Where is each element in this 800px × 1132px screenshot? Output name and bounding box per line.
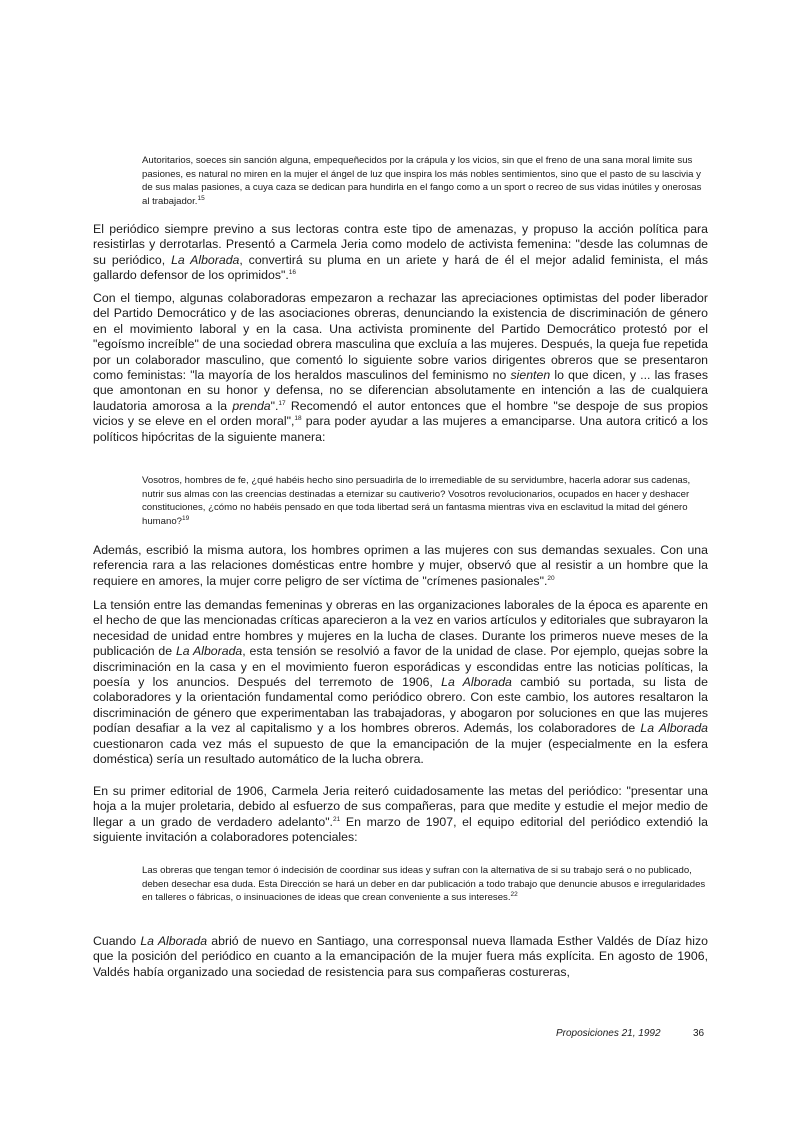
block-quote-1 bbox=[142, 154, 707, 208]
text-run: , convertirá su pluma en un ariete y hará de él el mejor adalid feminista, el más gallardo defensor de los oprimidos". bbox=[93, 252, 708, 283]
quote-text: Autoritarios, soeces sin sanción alguna, empequeñecidos por la crápula y los vicios, sin que el freno de una sana moral limite sus pasiones, es natural no miren en la mujer el ángel de luz que inspira los más nobles sentimientos, sino que el pasto de su lascivia y de sus malas pasiones, a cuya caza se dedican para hundirla en el fango como a un sport o recreo de sus vidas inútiles y onerosas al trabajador. bbox=[142, 155, 702, 207]
text-run: En su primer editorial de 1906, Carmela Jeria reiteró cuidadosamente las metas del periódico: "presentar una hoja a la mujer proletaria, debido al esfuerzo de sus compañeras, para que medite y estudie el mejor medio de llegar a un grado de verdadero adelanto". bbox=[93, 784, 708, 829]
paragraph-6 bbox=[93, 934, 708, 980]
paragraph-2 bbox=[93, 291, 708, 445]
footnote-ref: 17 bbox=[278, 399, 286, 407]
emphasis: prenda bbox=[232, 398, 271, 413]
page-number: 36 bbox=[693, 1028, 705, 1039]
periodical-title: La Alborada bbox=[640, 721, 708, 736]
paragraph-1 bbox=[93, 222, 708, 284]
text-run: Además, escribió la misma autora, los hombres oprimen a las mujeres con sus demandas sexuales. Con una referencia rara a las relaciones domésticas entre hombre y mujer, observó que al resistir a un hombre que la requiere en amores, la mujer corre peligro de ser víctima de "crímenes pasionales". bbox=[93, 543, 708, 588]
text-run: La tensión entre las demandas femeninas y obreras en las organizaciones laborales de la época es aparente en el hecho de que las mencionadas críticas aparecieron a la vez en varios artículos y editoriales que subrayaron la necesidad de unidad entre hombres y mujeres en la lucha de clases. Durante los primeros nueve meses de la publicación de bbox=[93, 598, 708, 659]
quote-text: Vosotros, hombres de fe, ¿qué habéis hecho sino persuadirla de lo irremediable de su servidumbre, hacerla adorar sus cadenas, nutrir sus almas con las creencias destinadas a eternizar su cautiverio? Vosotros revolucionarios, ocupados en hacer y deshacer constituciones, ¿cómo no habéis pensado en que toda libertad será un fantasma mientras viva en esclavitud la mitad del género humano? bbox=[142, 475, 691, 527]
footnote-ref: 20 bbox=[547, 574, 555, 582]
periodical-title: La Alborada bbox=[140, 934, 208, 948]
paragraph-5 bbox=[93, 784, 708, 846]
paragraph-3 bbox=[93, 543, 708, 589]
footnote-ref: 19 bbox=[182, 514, 190, 522]
block-quote-2 bbox=[142, 474, 707, 528]
text-run: Recomendó el autor entonces que el hombre "se despoje de sus propios vicios y se eleve en el orden moral", bbox=[93, 398, 708, 429]
paragraph-4 bbox=[93, 598, 708, 767]
text-run: , esta tensión se resolvió a favor de la unidad de clase. Por ejemplo, quejas sobre la discriminación en la casa y en el movimiento fueron esporádicas y escondidas entre las noticias políticas, la poesía y los anuncios. Después del terremoto de 1906, bbox=[93, 644, 709, 690]
text-run: lo que dicen, y ... las frases que amontonan en su honor y defensa, no se diferencian absolutamente en intención a las de cualquiera laudatoria amorosa a la bbox=[93, 368, 708, 413]
emphasis: sienten bbox=[510, 368, 551, 383]
text-run: Con el tiempo, algunas colaboradoras empezaron a rechazar las apreciaciones optimistas del poder liberador del Partido Democrático y de las asociaciones obreras, denunciando la existencia de discriminación de género en el movimiento laboral y en la casa. Una activista prominente del Partido Democrático protestó por el "egoísmo increíble" de una sociedad obrera masculina que excluía a las mujeres. Después, la queja fue repetida por un colaborador masculino, que comentó lo siguiente sobre varios dirigentes obreros que se presentaron como feministas: "la mayoría de los heraldos masculinos del feminismo no bbox=[93, 291, 708, 383]
periodical-title: La Alborada bbox=[171, 252, 240, 267]
footnote-ref: 16 bbox=[288, 269, 296, 277]
footnote-ref: 18 bbox=[294, 415, 302, 423]
footnote-ref: 22 bbox=[510, 891, 518, 899]
text-run: En marzo de 1907, el equipo editorial del periódico extendió la siguiente invitación a colaboradores potenciales: bbox=[93, 814, 708, 845]
text-run: Cuando bbox=[93, 934, 141, 948]
running-footer-journal: Proposiciones 21, 1992 bbox=[556, 1028, 661, 1039]
text-run: para poder ayudar a las mujeres a emanciparse. Una autora criticó a los políticos hipócritas de la siguiente manera: bbox=[93, 414, 708, 444]
periodical-title: La Alborada bbox=[441, 675, 512, 690]
footnote-ref: 15 bbox=[197, 194, 205, 202]
quote-text: Las obreras que tengan temor ó indecisión de coordinar sus ideas y sufran con la alternativa de si su trabajo será o no publicado, deben desechar esa duda. Esta Dirección se hará un deber en dar publicación a todo trabajo que denuncie abusos e irregularidades en talleres o fábricas, o insinuaciones de ideas que crean conveniente a sus intereses. bbox=[142, 865, 706, 904]
footnote-ref: 21 bbox=[332, 815, 341, 823]
text-run: ". bbox=[270, 398, 279, 413]
text-run: El periódico siempre previno a sus lectoras contra este tipo de amenazas, y propuso la acción política para resistirlas y derrotarlas. Presentó a Carmela Jeria como modelo de activista femenina: "desde las columnas de su periódico, bbox=[93, 222, 708, 267]
text-run: cuestionaron cada vez más el supuesto de que la emancipación de la mujer (especialmente en la esfera doméstica) sería un resultado automático de la lucha obrera. bbox=[93, 736, 708, 767]
block-quote-3 bbox=[142, 864, 707, 905]
text-run: abrió de nuevo en Santiago, una corresponsal nueva llamada Esther Valdés de Díaz hizo que la posición del periódico en cuanto a la emancipación de la mujer fuera más explícita. En agosto de 1906, Valdés había organizado una sociedad de resistencia para sus compañeras costureras, bbox=[93, 934, 708, 979]
text-run: cambió su portada, su lista de colaboradores y la orientación fundamental como periódico obrero. Con este cambio, los autores resaltaron la discriminación de género que experimentaban las trabajadoras, y abogaron por soluciones en que las mujeres podían desafiar a la vez al capitalismo y a los hombres obreros. Además, los colaboradores de bbox=[93, 675, 708, 736]
periodical-title: La Alborada bbox=[175, 644, 243, 659]
